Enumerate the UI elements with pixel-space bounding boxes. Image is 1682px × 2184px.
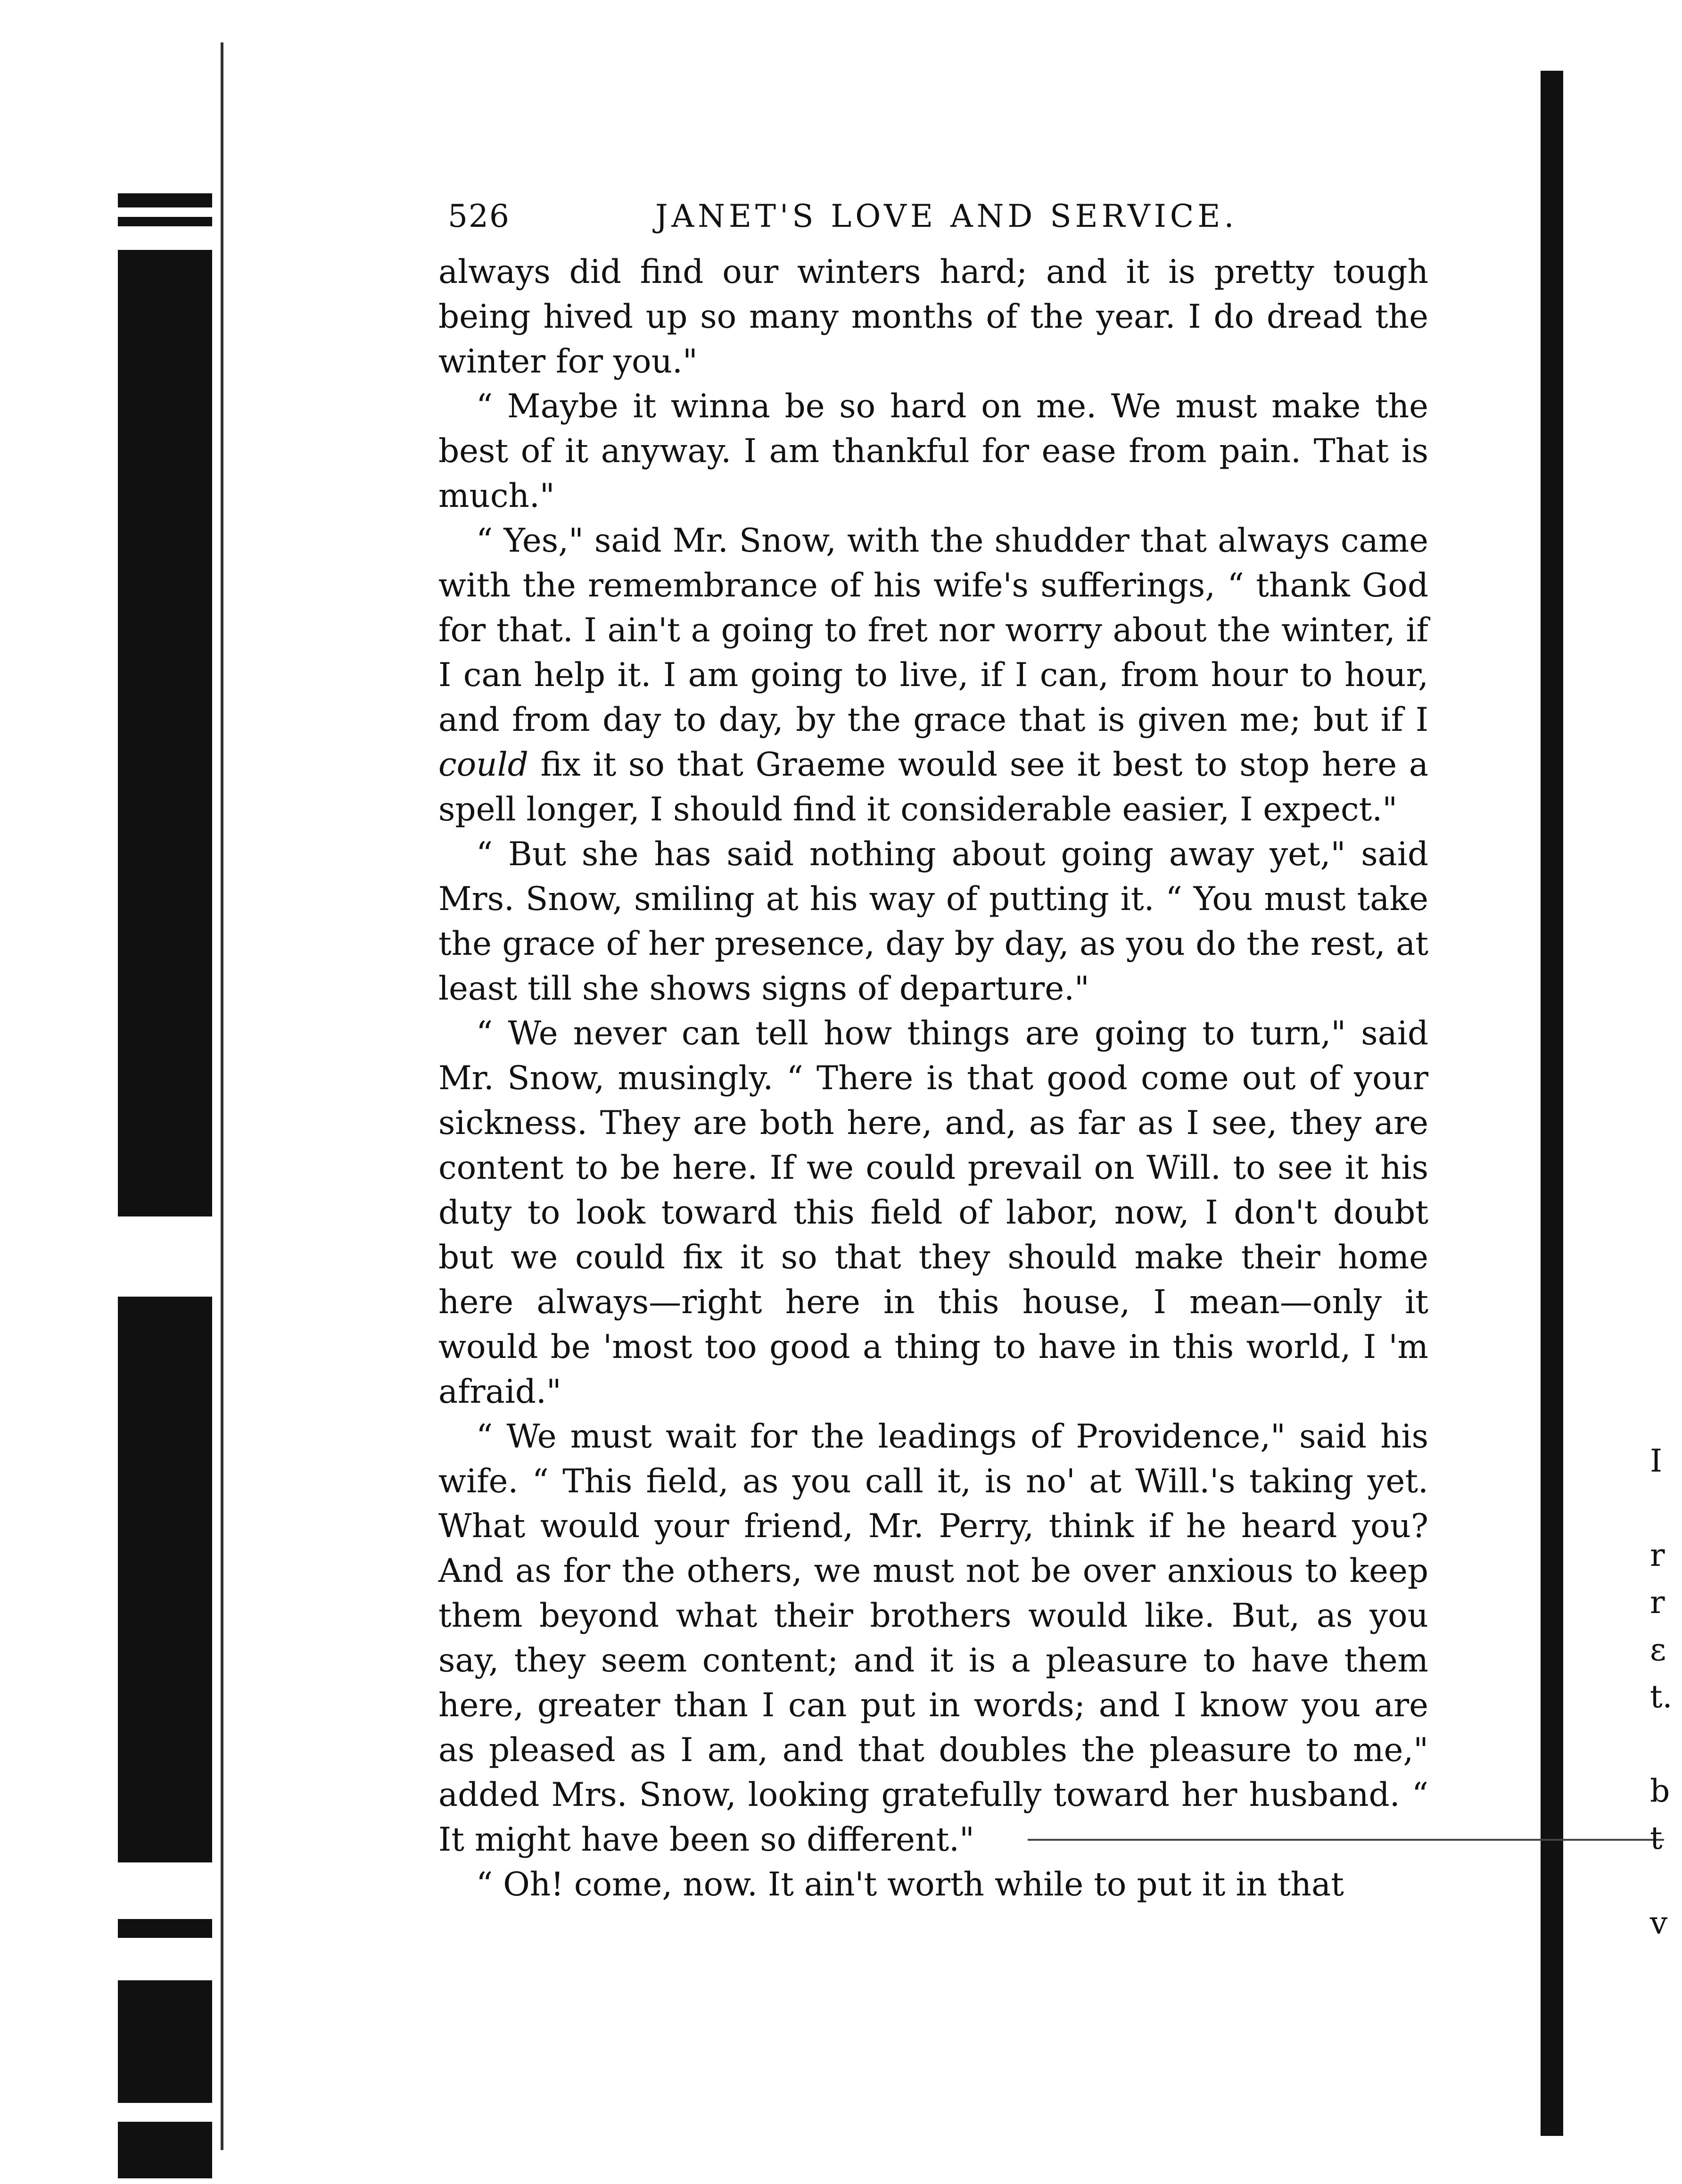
paragraph: “ We never can tell how things are going to turn," said Mr. Snow, musingly. “ There is that good come out of your sickness. They are both here, and, as far as I see, they are content to be here. If we could prevail on Will. to see it his duty to look toward this field of labor, now, I don't doubt but we could fix it so that they should make their home here always—right here in this house, I mean—only it would be 'most too good a thing to have in this world, I 'm afraid." bbox=[438, 1015, 1428, 1411]
facing-page-fragment: r bbox=[1650, 1537, 1665, 1573]
paragraph: “ We must wait for the leadings of Providence," said his wife. “ This field, as you call it, is no' at Will.'s taking yet. What would your friend, Mr. Perry, think if he heard you? And as for the others, we must not be over anxious to keep them beyond what their brothers would like. But, as you say, they seem content; and it is a pleasure to have them here, greater than I can put in words; and I know you are as pleased as I am, and that doubles the pleasure to me," added Mrs. Snow, looking gratefully toward her husband. “ It might have been so different." bbox=[438, 1418, 1428, 1859]
paragraph: “ Oh! come, now. It ain't worth while to put it in that bbox=[476, 1866, 1344, 1903]
facing-page-fragment: I bbox=[1650, 1443, 1663, 1479]
page-number: 526 bbox=[448, 198, 510, 234]
scan-facing-page-edge bbox=[1541, 71, 1563, 2136]
scan-binding-edge bbox=[108, 165, 212, 2169]
facing-page-fragment: t bbox=[1650, 1820, 1663, 1856]
paragraph: “ Yes," said Mr. Snow, with the shudder that always came with the remembrance of his wife's sufferings, “ thank God for that. I ain't a going to fret nor worry about the winter, if I can help it. I am going to live, if I can, from hour to hour, and from day to day, by the grace that is given me; but if I could fix it so that Graeme would see it best to stop here a spell longer, I should find it considerable easier, I expect." bbox=[438, 522, 1428, 828]
paragraph: always did find our winters hard; and it is pretty tough being hived up so many months of the year. I do dread the winter for you." bbox=[438, 253, 1428, 381]
paragraph: “ Maybe it winna be so hard on me. We must make the best of it anyway. I am thankful for ease from pain. That is much." bbox=[438, 388, 1428, 515]
paragraph: “ But she has said nothing about going away yet," said Mrs. Snow, smiling at his way of putting it. “ You must take the grace of her presence, day by day, as you do the rest, at least till she shows signs of departure." bbox=[438, 836, 1428, 1008]
book-page bbox=[438, 198, 1428, 1907]
facing-page-fragment: v bbox=[1650, 1905, 1668, 1941]
facing-page-fragment: ɛ bbox=[1650, 1631, 1666, 1668]
body-text bbox=[438, 250, 1428, 1907]
running-head bbox=[438, 198, 1428, 250]
facing-page-fragment: b bbox=[1650, 1773, 1670, 1809]
running-title: JANET'S LOVE AND SERVICE. bbox=[655, 198, 1238, 234]
facing-page-fragment: t. bbox=[1650, 1679, 1673, 1715]
scan-edge-thin bbox=[221, 42, 223, 2150]
facing-page-fragment: r bbox=[1650, 1584, 1665, 1621]
